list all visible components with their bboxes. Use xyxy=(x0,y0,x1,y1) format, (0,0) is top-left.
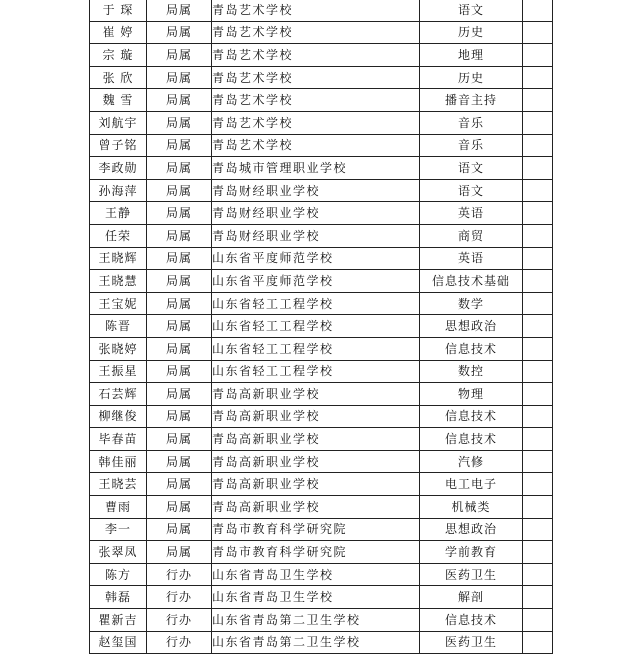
school-cell: 山东省青岛第二卫生学校 xyxy=(212,609,420,632)
name-cell: 柳继俊 xyxy=(90,405,147,428)
table-row xyxy=(90,202,553,225)
empty-cell xyxy=(523,563,553,586)
subject-cell: 语文 xyxy=(420,0,523,21)
school-cell: 青岛财经职业学校 xyxy=(212,202,420,225)
name-cell: 李一 xyxy=(90,518,147,541)
school-cell: 山东省青岛卫生学校 xyxy=(212,563,420,586)
empty-cell xyxy=(523,292,553,315)
school-cell: 山东省青岛卫生学校 xyxy=(212,586,420,609)
name-cell: 王振星 xyxy=(90,360,147,383)
subject-cell: 英语 xyxy=(420,202,523,225)
school-cell: 山东省轻工工程学校 xyxy=(212,315,420,338)
table-row xyxy=(90,473,553,496)
subject-cell: 地理 xyxy=(420,44,523,67)
type-cell: 行办 xyxy=(147,563,212,586)
table-row xyxy=(90,21,553,44)
empty-cell xyxy=(523,0,553,21)
table-row xyxy=(90,134,553,157)
type-cell: 局属 xyxy=(147,247,212,270)
school-cell: 山东省轻工工程学校 xyxy=(212,360,420,383)
empty-cell xyxy=(523,224,553,247)
type-cell: 局属 xyxy=(147,383,212,406)
type-cell: 行办 xyxy=(147,609,212,632)
type-cell: 局属 xyxy=(147,44,212,67)
type-cell: 局属 xyxy=(147,428,212,451)
name-cell: 李政勋 xyxy=(90,157,147,180)
subject-cell: 音乐 xyxy=(420,111,523,134)
name-cell: 王晓慧 xyxy=(90,270,147,293)
table-row xyxy=(90,292,553,315)
type-cell: 局属 xyxy=(147,473,212,496)
school-cell: 青岛财经职业学校 xyxy=(212,224,420,247)
subject-cell: 信息技术 xyxy=(420,428,523,451)
table-row xyxy=(90,450,553,473)
name-cell: 王晓辉 xyxy=(90,247,147,270)
table-row xyxy=(90,360,553,383)
table-row xyxy=(90,563,553,586)
type-cell: 局属 xyxy=(147,270,212,293)
table-row xyxy=(90,428,553,451)
table-row xyxy=(90,541,553,564)
school-cell: 青岛艺术学校 xyxy=(212,0,420,21)
empty-cell xyxy=(523,383,553,406)
empty-cell xyxy=(523,202,553,225)
subject-cell: 语文 xyxy=(420,157,523,180)
empty-cell xyxy=(523,134,553,157)
name-cell: 陈晋 xyxy=(90,315,147,338)
empty-cell xyxy=(523,157,553,180)
name-cell: 毕春苗 xyxy=(90,428,147,451)
school-cell: 青岛市教育科学研究院 xyxy=(212,518,420,541)
empty-cell xyxy=(523,179,553,202)
subject-cell: 语文 xyxy=(420,179,523,202)
table-row xyxy=(90,157,553,180)
empty-cell xyxy=(523,428,553,451)
type-cell: 局属 xyxy=(147,337,212,360)
school-cell: 山东省平度师范学校 xyxy=(212,270,420,293)
empty-cell xyxy=(523,518,553,541)
type-cell: 局属 xyxy=(147,179,212,202)
name-cell: 张 欣 xyxy=(90,66,147,89)
table-row xyxy=(90,111,553,134)
subject-cell: 信息技术 xyxy=(420,337,523,360)
empty-cell xyxy=(523,111,553,134)
table-row xyxy=(90,405,553,428)
empty-cell xyxy=(523,44,553,67)
subject-cell: 思想政治 xyxy=(420,315,523,338)
table-row xyxy=(90,0,553,21)
table-row xyxy=(90,586,553,609)
school-cell: 青岛艺术学校 xyxy=(212,66,420,89)
school-cell: 山东省平度师范学校 xyxy=(212,247,420,270)
subject-cell: 数控 xyxy=(420,360,523,383)
school-cell: 青岛艺术学校 xyxy=(212,44,420,67)
empty-cell xyxy=(523,541,553,564)
type-cell: 局属 xyxy=(147,0,212,21)
name-cell: 曾子铭 xyxy=(90,134,147,157)
name-cell: 石芸辉 xyxy=(90,383,147,406)
subject-cell: 历史 xyxy=(420,21,523,44)
subject-cell: 汽修 xyxy=(420,450,523,473)
type-cell: 局属 xyxy=(147,496,212,519)
name-cell: 张翠凤 xyxy=(90,541,147,564)
name-cell: 任荣 xyxy=(90,224,147,247)
empty-cell xyxy=(523,405,553,428)
roster-body xyxy=(90,0,553,654)
school-cell: 青岛城市管理职业学校 xyxy=(212,157,420,180)
empty-cell xyxy=(523,247,553,270)
school-cell: 山东省轻工工程学校 xyxy=(212,337,420,360)
school-cell: 山东省轻工工程学校 xyxy=(212,292,420,315)
table-row xyxy=(90,66,553,89)
school-cell: 青岛市教育科学研究院 xyxy=(212,541,420,564)
empty-cell xyxy=(523,586,553,609)
name-cell: 曹雨 xyxy=(90,496,147,519)
subject-cell: 医药卫生 xyxy=(420,631,523,654)
empty-cell xyxy=(523,473,553,496)
name-cell: 瞿新吉 xyxy=(90,609,147,632)
type-cell: 局属 xyxy=(147,224,212,247)
type-cell: 局属 xyxy=(147,518,212,541)
name-cell: 张晓婷 xyxy=(90,337,147,360)
name-cell: 刘航宇 xyxy=(90,111,147,134)
table-row xyxy=(90,496,553,519)
name-cell: 魏 雪 xyxy=(90,89,147,112)
type-cell: 局属 xyxy=(147,360,212,383)
subject-cell: 思想政治 xyxy=(420,518,523,541)
school-cell: 青岛高新职业学校 xyxy=(212,405,420,428)
table-row xyxy=(90,383,553,406)
type-cell: 局属 xyxy=(147,292,212,315)
empty-cell xyxy=(523,360,553,383)
school-cell: 青岛艺术学校 xyxy=(212,89,420,112)
name-cell: 于 琛 xyxy=(90,0,147,21)
subject-cell: 播音主持 xyxy=(420,89,523,112)
table-row xyxy=(90,89,553,112)
type-cell: 局属 xyxy=(147,21,212,44)
table-row xyxy=(90,247,553,270)
subject-cell: 音乐 xyxy=(420,134,523,157)
empty-cell xyxy=(523,270,553,293)
table-row xyxy=(90,44,553,67)
table-row xyxy=(90,315,553,338)
teacher-roster-table xyxy=(89,0,553,654)
table-row xyxy=(90,518,553,541)
name-cell: 赵玺国 xyxy=(90,631,147,654)
school-cell: 青岛艺术学校 xyxy=(212,21,420,44)
empty-cell xyxy=(523,496,553,519)
empty-cell xyxy=(523,631,553,654)
name-cell: 王宝妮 xyxy=(90,292,147,315)
subject-cell: 数学 xyxy=(420,292,523,315)
subject-cell: 解剖 xyxy=(420,586,523,609)
empty-cell xyxy=(523,450,553,473)
table-row xyxy=(90,337,553,360)
school-cell: 青岛高新职业学校 xyxy=(212,383,420,406)
subject-cell: 信息技术 xyxy=(420,405,523,428)
empty-cell xyxy=(523,66,553,89)
table-row xyxy=(90,224,553,247)
school-cell: 青岛财经职业学校 xyxy=(212,179,420,202)
type-cell: 局属 xyxy=(147,134,212,157)
subject-cell: 英语 xyxy=(420,247,523,270)
type-cell: 局属 xyxy=(147,450,212,473)
type-cell: 局属 xyxy=(147,202,212,225)
name-cell: 王晓芸 xyxy=(90,473,147,496)
subject-cell: 学前教育 xyxy=(420,541,523,564)
empty-cell xyxy=(523,89,553,112)
type-cell: 局属 xyxy=(147,111,212,134)
school-cell: 青岛艺术学校 xyxy=(212,134,420,157)
name-cell: 崔 婷 xyxy=(90,21,147,44)
school-cell: 青岛高新职业学校 xyxy=(212,473,420,496)
school-cell: 山东省青岛第二卫生学校 xyxy=(212,631,420,654)
type-cell: 行办 xyxy=(147,586,212,609)
table-row xyxy=(90,609,553,632)
school-cell: 青岛高新职业学校 xyxy=(212,496,420,519)
type-cell: 局属 xyxy=(147,66,212,89)
name-cell: 王静 xyxy=(90,202,147,225)
type-cell: 局属 xyxy=(147,541,212,564)
table-row xyxy=(90,631,553,654)
subject-cell: 信息技术基础 xyxy=(420,270,523,293)
type-cell: 行办 xyxy=(147,631,212,654)
name-cell: 韩佳丽 xyxy=(90,450,147,473)
table-row xyxy=(90,270,553,293)
school-cell: 青岛高新职业学校 xyxy=(212,428,420,451)
subject-cell: 商贸 xyxy=(420,224,523,247)
name-cell: 陈方 xyxy=(90,563,147,586)
empty-cell xyxy=(523,21,553,44)
empty-cell xyxy=(523,337,553,360)
empty-cell xyxy=(523,315,553,338)
subject-cell: 信息技术 xyxy=(420,609,523,632)
type-cell: 局属 xyxy=(147,405,212,428)
type-cell: 局属 xyxy=(147,315,212,338)
subject-cell: 电工电子 xyxy=(420,473,523,496)
subject-cell: 机械类 xyxy=(420,496,523,519)
subject-cell: 物理 xyxy=(420,383,523,406)
name-cell: 宗 璇 xyxy=(90,44,147,67)
subject-cell: 历史 xyxy=(420,66,523,89)
type-cell: 局属 xyxy=(147,157,212,180)
school-cell: 青岛高新职业学校 xyxy=(212,450,420,473)
school-cell: 青岛艺术学校 xyxy=(212,111,420,134)
table-row xyxy=(90,179,553,202)
empty-cell xyxy=(523,609,553,632)
subject-cell: 医药卫生 xyxy=(420,563,523,586)
name-cell: 韩磊 xyxy=(90,586,147,609)
type-cell: 局属 xyxy=(147,89,212,112)
name-cell: 孙海萍 xyxy=(90,179,147,202)
